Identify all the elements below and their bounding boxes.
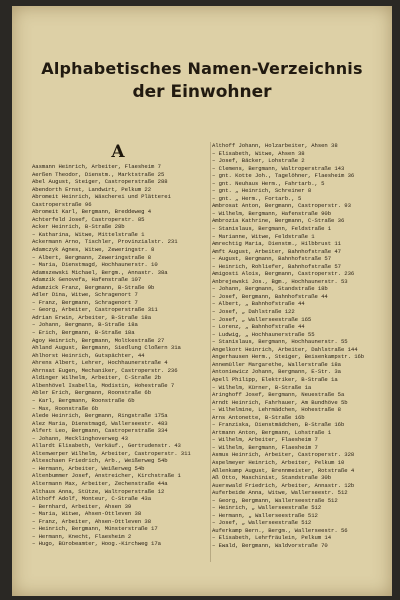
- directory-entry: Angelkort Heinrich, Arbeiter, Dahlstraße 144: [212, 345, 358, 353]
- directory-entry: – Max, Roonstraße 6b: [32, 404, 99, 412]
- page-header: [12, 58, 392, 103]
- directory-entry: – Johann, Bergmann, B-Straße 18a: [32, 321, 138, 329]
- directory-entry: Altermann Max, Arbeiter, Zechenstraße 44a: [32, 479, 168, 487]
- directory-entry: – Marianne, Witwe, Feldstraße 1: [212, 232, 315, 240]
- directory-entry: – Josef, Bergmann, Bahnhofstraße 44: [212, 292, 328, 300]
- directory-entry: – Clemens, Bergmann, Waltroperstraße 143: [212, 164, 345, 172]
- directory-entry: Ambrosat Anton, Bergmann, Castroperstr. 93: [212, 202, 351, 210]
- directory-entry: Adamczyk Agnes, Witwe, Zeweringstr. 8: [32, 246, 155, 254]
- directory-entry: Ackermann Arno, Tischler, Provinzialstr. 231: [32, 238, 178, 246]
- directory-entry: Albenhövel Isabella, Modistin, Hohestraße 7: [32, 381, 175, 389]
- directory-entry: – Franz, Arbeiter, Ahsen-Ottleven 38: [32, 517, 152, 525]
- directory-entry: Althaus Anna, Stütze, Waltroperstraße 12: [32, 487, 165, 495]
- directory-entry: – Maria, Witwe, Ahsen-Ottleven 38: [32, 510, 142, 518]
- section-letter: A: [111, 142, 125, 162]
- directory-entry: Aß Otto, Maschinist, Standstraße 30b: [212, 474, 332, 482]
- directory-entry: Altenwerper Wilhelm, Arbeiter, Castroperstr. 311: [32, 449, 191, 457]
- directory-entry: – Ewald, Bergmann, Waldvorstraße 70: [212, 541, 328, 549]
- directory-entry: Aringhoff Josef, Bergmann, Neuestraße 5a: [212, 391, 345, 399]
- directory-entry: Amrechtig Maria, Dienstm., Hilbbrust 11: [212, 240, 341, 248]
- directory-entry: Adrian Erwin, Arbeiter, B-Straße 18a: [32, 313, 152, 321]
- directory-entry: – Wilhelm, Arbeiter, Flaesheim 7: [212, 436, 318, 444]
- right-column: [212, 142, 390, 550]
- directory-entry: Aerßen Theodor, Dienstm., Marktstraße 25: [32, 170, 165, 178]
- directory-entry: – Karl, Bergmann, Roonstraße 6b: [32, 396, 135, 404]
- directory-entry: – Heinrich, „ Wallerseestraße 512: [212, 504, 322, 512]
- directory-entry: Allardt Elisabeth, Verkäuf., Gertrudenstr. 43: [32, 442, 181, 450]
- directory-entry: – Katharina, Witwe, Mittelstraße 1: [32, 230, 145, 238]
- directory-entry: Adamszewski Michael, Bergm., Annastr. 38a: [32, 268, 168, 276]
- directory-entry: – Heinrich, Rohliefer, Bahnhofstraße 57: [212, 262, 341, 270]
- directory-entry: Aspelmeyer Heinrich, Arbeiter, Pelkum 10: [212, 458, 345, 466]
- directory-entry: Althoff Adolf, Monteur, C-Straße 43a: [32, 495, 152, 503]
- directory-entry: – Georg, Bergmann, Wallerseestraße 512: [212, 496, 338, 504]
- directory-entry: – Josef, „ Dahlstraße 122: [212, 308, 295, 316]
- directory-entry: Angerhausen Herm., Steiger, Beisenkampstr. 16b: [212, 353, 365, 361]
- directory-entry: – Wilhelm, Kürner, B-Straße 1a: [212, 383, 312, 391]
- directory-entry: Alfert Leo, Bergmann, Castroperstraße 334: [32, 427, 168, 435]
- directory-entry: Abler Erich, Bergmann, Roonstraße 6b: [32, 389, 152, 397]
- directory-entry: Aasmann Heinrich, Arbeiter, Flaesheim 7: [32, 163, 161, 170]
- directory-entry: Ahlhorst Heinrich, Gutspächter, 44: [32, 351, 145, 359]
- right-entry-list: [212, 142, 390, 550]
- directory-entry: – Franziska, Dienstmädchen, B-Straße 16b: [212, 421, 345, 429]
- directory-entry: Annemüller Margarethe, Wallerstraße 18a: [212, 360, 341, 368]
- directory-entry: Auerswald Friedrich, Arbeiter, Annastr. 12b: [212, 481, 355, 489]
- directory-entry: – Bernhard, Arbeiter, Ahsen 39: [32, 502, 132, 510]
- directory-entry: – Josef, „ Wallerseestraße 512: [212, 519, 312, 527]
- directory-entry: Asmus Heinrich, Arbeiter, Castroperstr. 328: [212, 451, 355, 459]
- directory-entry: Aßlenkamp August, Brennmeister, Rotstraße 4: [212, 466, 355, 474]
- directory-entry: Abromeit Heinrich, Wäscherei und Plätterei: [32, 193, 171, 201]
- directory-entry: Adamzik Genovefa, Hafenstraße 107: [32, 276, 142, 284]
- directory-entry: – gnt. Kotte Joh., Tagelöhner, Flaesheim 36: [212, 172, 355, 180]
- directory-entry: Amigosti Alois, Bergmann, Castroperstr. 236: [212, 270, 355, 278]
- directory-entry: Alede Heinrich, Bergmann, Ringstraße 175a: [32, 412, 168, 420]
- directory-entry: Abromeit Karl, Bergmann, Breddeweg 4: [32, 208, 152, 216]
- directory-entry: – Johann, Bergmann, Standstraße 18b: [212, 285, 328, 293]
- directory-entry: Anbrejewski Jos., Bgm., Hochhaunerstr. 53: [212, 277, 348, 285]
- directory-entry: Adamzick Franz, Bergmann, B-Straße 9b: [32, 283, 155, 291]
- directory-entry: – Stanislaus, Bergmann, Feldstraße 1: [212, 225, 332, 233]
- directory-entry: Agoy Heinrich, Bergmann, Moltkestraße 27: [32, 336, 165, 344]
- directory-entry: – Wilhelmine, Lehrmädchen, Hohestraße 8: [212, 406, 341, 414]
- directory-entry: Adler Dina, Witwe, Schragenort 7: [32, 291, 138, 299]
- directory-entry: – Wilhelm, Bergmann, Hafenstraße 90b: [212, 209, 332, 217]
- directory-entry: Arndt Heinrich, Fahrhauer, Am Bundhöve 5b: [212, 398, 348, 406]
- directory-entry: – Hugo, Bürobeamter, Hoog.-Kirchweg 17a: [32, 540, 161, 548]
- directory-entry: – Stanislaus, Bergmann, Hochhaunerstr. 55: [212, 338, 348, 346]
- directory-entry: – Maria, Dienstmagd, Hochhaunerstr. 10: [32, 261, 158, 269]
- column-divider: [210, 142, 211, 562]
- directory-entry: Antoniewicz Johann, Bergmann, E-Str. 3a: [212, 368, 341, 376]
- directory-entry: Apell Philipp, Elektriker, B-Straße 1a: [212, 375, 338, 383]
- directory-entry: – Albert, Bergmann, Zeweringstraße 8: [32, 253, 152, 261]
- directory-entry: Amft August, Arbeiter, Bahnhofstraße 47: [212, 247, 341, 255]
- directory-entry: – gnt. „ Herm., Fortarb., 5: [212, 194, 302, 202]
- directory-entry: – Wilhelm, Bergmann, Flaesheim 7: [212, 443, 318, 451]
- directory-entry: Castroperstraße 96: [32, 200, 92, 208]
- directory-page: [12, 6, 392, 596]
- directory-entry: – gnt. Neuhaus Herm., Fahrtarb., 5: [212, 179, 325, 187]
- directory-entry: Artmann Anton, Bergmann, Lohstraße 1: [212, 428, 332, 436]
- directory-entry: – gnt. „ Heinrich, Schreiner 8: [212, 187, 312, 195]
- directory-entry: Aldinger Wilhelm, Arbeiter, C-Straße 2b: [32, 374, 161, 382]
- directory-entry: Abendorth Ernst, Landwirt, Pelkum 22: [32, 185, 152, 193]
- directory-entry: Althoff Johann, Holzarbeiter, Ahsen 38: [212, 142, 338, 149]
- directory-entry: – Josef, „ Wallerseestraße 165: [212, 315, 312, 323]
- directory-entry: Ahrens Albert, Lehrer, Hochhaunerstraße 4: [32, 359, 168, 367]
- page-title-line-2: der Einwohner: [132, 82, 272, 102]
- directory-entry: – Elisabeth, Witwe, Ahsen 38: [212, 149, 305, 157]
- directory-entry: – Albert, „ Bahnhofstraße 44: [212, 300, 305, 308]
- directory-entry: – Hermann, Knecht, Flaesheim 2: [32, 532, 132, 540]
- directory-entry: Abel August, Steiger, Castroperstraße 288: [32, 178, 168, 186]
- directory-entry: – Johann, Mecklinghoverweg 43: [32, 434, 128, 442]
- page-title-line-1: Alphabetisches Namen-Verzeichnis: [41, 59, 363, 78]
- left-column: [32, 142, 210, 548]
- directory-entry: – Erich, Bergmann, B-Straße 18a: [32, 329, 135, 337]
- directory-entry: – Josef, Bäcker, Lohstraße 2: [212, 157, 305, 165]
- directory-entry: – Georg, Arbeiter, Castroperstraße 311: [32, 306, 158, 314]
- directory-entry: Auferkamp Bern., Bergm., Wallerseestr. 56: [212, 526, 348, 534]
- directory-entry: – Franz, Bergmann, Schragenort 7: [32, 298, 138, 306]
- left-entry-list: [32, 163, 210, 548]
- directory-entry: – August, Bergmann, Bahnhofstraße 57: [212, 255, 332, 263]
- directory-entry: – Hermann, „ Wallerseestraße 512: [212, 511, 318, 519]
- directory-entry: – Heinrich, Bergmann, Münsterstraße 17: [32, 525, 158, 533]
- directory-entry: – Ludwig, „ Hochhaunerstraße 55: [212, 330, 315, 338]
- directory-entry: Achterfeld Josef, Castroperstr. 85: [32, 215, 145, 223]
- directory-entry: Alteschaen Friedrich, Arb., Weißerweg 54b: [32, 457, 168, 465]
- directory-entry: Altenbummer Josef, Anstreicher, Kirchstraße 1: [32, 472, 181, 480]
- directory-entry: Ahland August, Bergmann, Siedlung Cloßern 31a: [32, 344, 181, 352]
- directory-entry: Arns Antonette, B-Straße 16b: [212, 413, 305, 421]
- directory-entry: Ahrnsat Eugen, Mechaniker, Castroperstr. 236: [32, 366, 178, 374]
- directory-entry: Auferbeide Anna, Witwe, Wallerseestr. 512: [212, 489, 348, 497]
- directory-entry: Acker Heinrich, B-Straße 28b: [32, 223, 125, 231]
- directory-entry: – Elisabeth, Lehrfräulein, Pelkum 14: [212, 534, 332, 542]
- directory-entry: – Lorenz, „ Bahnhofstraße 44: [212, 323, 305, 331]
- directory-entry: – Hermann, Arbeiter, Weißerweg 54b: [32, 464, 145, 472]
- directory-entry: Alez Maria, Dienstmagd, Wallerseestr. 483: [32, 419, 168, 427]
- directory-entry: Ambrozia Kathrine, Bergmann, C-Straße 36: [212, 217, 345, 225]
